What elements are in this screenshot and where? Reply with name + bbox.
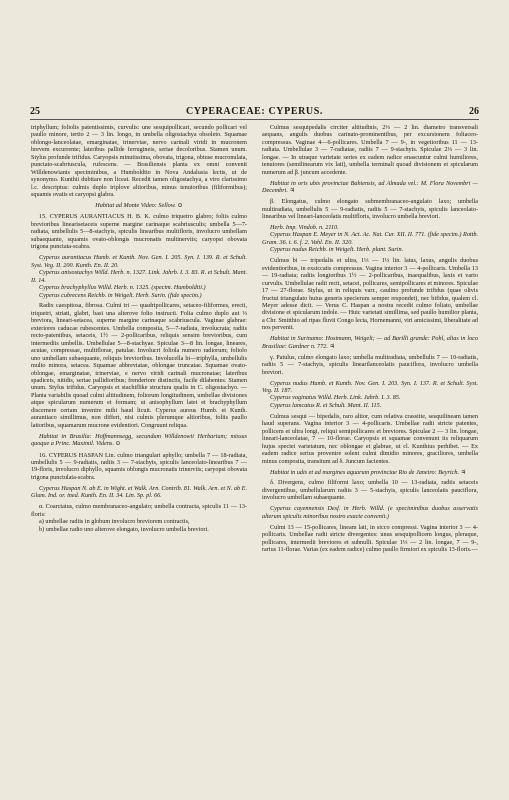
left-column	[31, 124, 247, 764]
description: Culmi 13 — 15-pollicares, lineam lati, in sicco compressi. Vagina interior 3 — 4-pollicaris. Umbellae radii stricte divergentes: unus sesquipollicem longus, pleraque, pollicares, intermedii breviores et subnulli. Spiculae 1⅓ — 2 lin. longae, 7 — 9-, rarius 11-florae. Varias (ex eadem radice) culmo paullo firmiori ex spiculis 13-floris.—	[262, 523, 478, 554]
species-number: 16.	[39, 451, 47, 459]
species-name: CYPERUS AURANTIACUS	[49, 213, 125, 221]
description: Culmus sesquipedalis circiter altitudinis, 2⅓ — 2 lin. diametro transversali aequans, angulis duobus carinato-prominentibus, per excursionem foliaceo-compressus. Vaginae 4—6-pollicares. Umbella 7 — 9-, in vegetioribus 11 — 13-radiata. Umbellulae 3 — 7-radiatae, radiis 7 — 9-stachyis. Spiculae 2⅓ — 3 lin. longae. — In utraque varietate series ex eadem radice enascuntur culmi humiliores, tenuiores (semilinearum vix lati), umbella terminali quoad divisionem et spicularum numerum ad β. juncum accedente.	[262, 124, 478, 176]
synonym: Cyperus cayennensis Desf. in Herb. Willd. (e speciminibus duobus asservatis alterum spiculis minoribus nostro exacte convenit.)	[262, 505, 478, 520]
synonym: Cyperus nudus Humb. et Kunth. Nov. Gen. I. 203. Syn. I. 137. R. et Schult. Syst. Veg. II. 187.	[262, 379, 478, 394]
habitat-line: Habitat in udis et ad margines aquarum provinciae Rio de Janeiro: Beyrich. ♃	[270, 468, 467, 476]
description: Radix caespitosa, fibrosa. Culmi tri — quadripollicares, setaceo-filiformes, erecti, triquetri, striati, glabri, basi una alterove folio instructi. Folia culmo duplo aut ⅓ breviora, lineari-setacea, superne margine carinaque scabriuscula. Vaginae glabrae: exteriores caducae rubescentes. Umbella composita, 5—7-radiata, involucrata; radiis recto-patentibus, setaceis, 1½ — 2-pollicaribus, reliquis sensim brevioribus, cum intermediis umbellis. Umbellulae 5—8-stachyae. Spiculae 3—8 lin. longae, lineares, acutae, compressae, multiflorae, patulae. Involucri foliola numero radiorum; foliolo uno umbellam subaequante, reliquis brevioribus. Involucella bi—triphylla, umbellulis multo minora, setacea. Squamae abbreviatae, oblongae truncatae. Squamae ovato-oblongae, emarginatae, trinerviae, e nervo viridi carinali mucronatae; lateribus spadiceis, nitidis, seriae pallidioribus; frenderiore distinctis, facile dilabentes. Stamen unum. Stylus trifidus. Caryopsis et stachiflike structura qualis in C. oligostachyo. — Planta variabilis quoad culmi altitudinem, foliorum longitudinem, umbellae divisiones atque spicularum numerum et formam; ut anisophyllum latet et brachyphyllum discernere certam invenire mihi haud licuit. Cyperus aureus Humb. et Kunth. aurantiaco simillimus, non differt, nisi culmis plerumque altioribus, foliis paullo latioribus, squamarum mucrone evidentiori. Congruunt reliqua.	[31, 302, 247, 429]
species-diagnosis: H. B. K. culmo triquetro glabro; foliis culmo brevioribus linearisetaceis superne margine carinaque scabriusculis; umbella 5—7-radiata, umbellulis 5—8-stachyis, spiculis linearibus multifloris, involucro umbellam subaequante, squamis ovato-oblongis mucronatis multinerviis; caryopsi obovata trigona punctata-scabra.	[31, 213, 247, 251]
running-header	[30, 106, 479, 120]
species-diagnosis: Lin. culmo triangulari aphyllo; umbella 7 — 18-radiata, umbellulis 5 — 9-radiatis, radiis 3 — 7-stachyis, spiculis lanceolato-linearibus 7 — 19-floris, involucro diphyllo, squamis oblongis mucronatis trinerviis; caryopsi obovata trigona punctulata-scabra.	[31, 451, 247, 481]
habitat-line: Habitat in Surinamo: Hostmann, Weigelt; — ad Barilli grande: Pohl, alias in loco Brasiliae: Gardner n. 772. ♃	[262, 335, 478, 350]
paragraph: triphyllum; foliolis patentissimis, curvulis: une sesquipollicari, secundo pollicari vel paullo minore, tertio 2 — 3 lin. longo, in umbella oligostachya obsoleto. Squamae oblongo-lanceolatae, emarginatae, trinerviae, nervo carinali viridi in mucronem brevem excurrente; lateribus pallide ferrugineis, seriae decoloribus. Stamen unum. Stylus profunde trifidus. Caryopsis minutissima, obovata, trigona, obtuse mucronulata, punctato-scabriuscula, rufescens. — Brasiliensis planta ex omni convenit Willdenowianis speciminibus, a Humboldtio in Nova Andalusia lectis, ut de synonymo. Kunthii dubitare non liceat. Recedit tamen oligostachya, a viro clarissimo l.c. descriptus: culmis duplo triplove altioribus, minus tenuioribus (filiformibus); squamis ovatis et caryopsi glabra.	[31, 124, 247, 199]
habitat-line: Habitat ad Monte Video: Sellow. ⊙	[95, 202, 183, 210]
variety-gamma: γ. Patulus, culmo elongato laxo; umbella multiradiata, umbellulis 7 — 10-radiatis, radiis 5 — 7-stachyis, spiculis linearilanceolatis pauciflora, involucro umbella breviori.	[262, 353, 478, 376]
synonym: Cyperus nudus Reichb. in Weigelt. Herb. plant. Surin.	[270, 246, 404, 254]
synonym: Cyperus aurantiacus Humb. et Kunth. Nov. Gen. I. 205. Syn. I. 139. R. et Schult. Syst. Veg. II. 200. Kunth. En. II. 20.	[31, 254, 247, 269]
species-number: 15.	[39, 213, 47, 221]
page-number-right: 26	[469, 106, 479, 117]
synonym: Cyperus vaginatus Willd. Herb. Link. Jahrb. I. 3. 85.	[270, 394, 401, 402]
species-heading	[31, 213, 247, 250]
variety-alpha: α. Coarctatus, culmo membranaceo-angulato; umbella contracta, spiculis 11 — 13-floris:	[31, 503, 247, 518]
header-rule	[30, 119, 479, 120]
variety-subitem: a) umbellae radiis in globum involucro breviorem contractis,	[39, 518, 190, 526]
description: Culmus sesqui — bipedalis, raro altior, cum relativa crassitie, sesquilineam tamen haud superans. Vagina interior 3 — 4-pollicaris. Umbellae radii stricte patentes, pollicem et ultra longi, reliqui semipollicares et breviores. Spiculae 2 — 3 lin. longae, lineari-lanceolatae, 7 — 10-florae. Caryopsis et squamae convenunt iis reliquarum hujus speciei varietatum, nec oblongae et glabrae, ut cl. Kunthius perhibet. — Ex eadem radice serius provenire solent culmi dimidio minores, graciliores, umbella minus composita, transitum ad δ. Juncum facientes.	[262, 412, 478, 465]
synonym: Cyperus cubrecens Reichb. in Weigelt. Herb. Surin. (fide specim.)	[39, 291, 202, 299]
synonym: Cyperus Haspan N. ab E. in Wight. et Walk. Arn. Contrib. 81. Walk. Arn. et N. ab E. Glum. Ind. or. ined. Kunth. En. II. 34. Lin. Sp. pl. 66.	[31, 484, 247, 500]
habitat-line: Habitat in Brasilia: Hoffmannsegg, secundum Willdenowii Herbarium; missus quoque a Princ. Maximil. Videns. ⊙	[31, 432, 247, 448]
synonym: Cyperus Haspan E. Meyer in N. Act. Ac. Nat. Cur. XII. II. 771. (fide specim.) Rottb. Gram. 36. t. 6. f. 2. Vahl. En. II. 320.	[262, 231, 478, 246]
right-column	[262, 124, 478, 764]
page-number-left: 25	[30, 106, 40, 117]
variety-delta: δ. Divergens, culmo filiformi laxo; umbella 10 — 13-radiata, radiis setaceis divergentibus, umbellularum radiis 3 — 5-stachyis, spiculis lanceolatis pauciflora, involucro umbellam subaequante.	[262, 479, 478, 502]
species-heading	[31, 452, 247, 482]
habitat-line: Habitat in oris ubis provinciae Bahiensis, ad Almada vel.: M. Flora Novembri — Decembri. ♃	[262, 179, 478, 195]
synonym: Herb. Imp. Vindob. n. 2110.	[270, 223, 339, 231]
synonym: Cyperus brachyphyllus Willd. Herb. n. 1325. (specim. Humboldtii.)	[39, 284, 206, 292]
variety-subitem: b) umbellae radio uno alterove elongato, involucro umbella breviori.	[39, 525, 209, 533]
synonym: Cyperus anisostachys Willd. Herb. n. 1327. Link. Jahrb. I. 3. 83. R. et Schult. Mant. II. 14.	[31, 269, 247, 284]
synonym: Cyperus lamcatus R. et Schult. Mant. II. 115.	[270, 401, 382, 409]
species-name: CYPERUS HASPAN	[48, 451, 103, 459]
variety-beta: β. Elongatus, culmo elongato submembranaceo-angulato laxo; umbella multiradiata, umbellulis 5 — 9-radiatis, radiis 5 — 7-stachyis, spiculis lanceolato-linearibus vel lineari-lanceolatis multifloris, involucro umbella breviori.	[262, 198, 478, 220]
running-title: CYPERACEAE: CYPERUS.	[185, 106, 323, 117]
description: Culmus bi — tripedalis et ultra, 1⅓ — 1⅓ lin. latus, laxus, angulis duobus evidentioribus, in exsiccatis compressus. Vagina interior 3 — 4-pollicaris. Umbella 13 — 19-radiata; radiis longioribus 1½ — 2-pollicaribus, inaequalibus, laxis et vario curvulis. Umbellulae radii recti, setacei, pollicares, semipollicares et minores. Spiculae 17 — 27-florae. Stylus, ut in reliquis varr., caulino profunde trifidus (quae olivis fructui triangulato huius generis specierum semper respondet), nec bifidus, qualem cl. Meyer adesse dicit. — Verus C. Haspan a nostra recedit culmo foliato, umbellae divisione et spicularum indole. — Huic varietati simillima, sed paullo humilior planta, a Chr. Smitthio ad ripas fluvii Congo lecta, Hornemanni, viri amicissimi, liberalitate ad nos pervenit.	[262, 257, 478, 332]
